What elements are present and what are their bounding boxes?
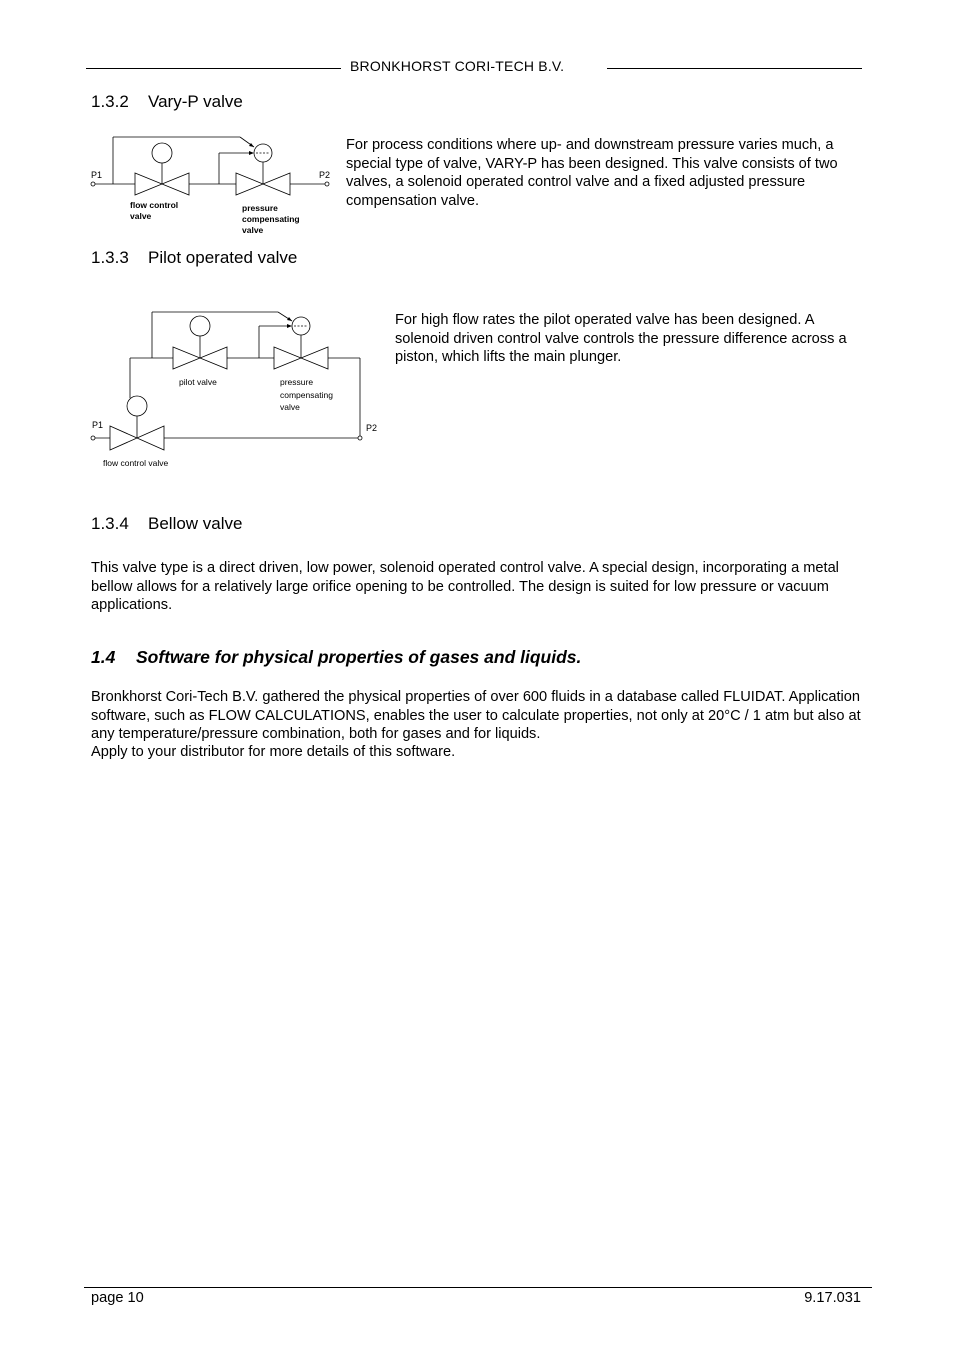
pilot-p2-label: P2 bbox=[366, 423, 378, 433]
heading-title: Software for physical properties of gases and liquids. bbox=[136, 647, 582, 667]
heading-vary-p bbox=[91, 92, 243, 112]
heading-number: 1.4 bbox=[91, 647, 116, 667]
header-rule-left bbox=[86, 68, 341, 69]
heading-number: 1.3.3 bbox=[91, 248, 129, 267]
header-company: BRONKHORST CORI-TECH B.V. bbox=[350, 58, 565, 74]
heading-pilot bbox=[91, 248, 297, 268]
vary-p-flow-label-1: flow control bbox=[130, 200, 179, 210]
pilot-p1-label: P1 bbox=[92, 420, 104, 430]
header-rule-right bbox=[607, 68, 862, 69]
heading-title: Bellow valve bbox=[148, 514, 243, 533]
heading-title: Vary-P valve bbox=[148, 92, 243, 111]
vary-p-paragraph: For process conditions where up- and downstream pressure varies much, a special type of valve, VARY-P has been designed. This valve consists of two valves, a solenoid operated control valve and a fixed adjusted pressure compensation valve. bbox=[346, 137, 838, 209]
pilot-paragraph: For high flow rates the pilot operated valve has been designed. A solenoid driven control valve controls the pressure difference across a piston, which lifts the main plunger. bbox=[395, 312, 847, 366]
bellow-paragraph: This valve type is a direct driven, low power, solenoid operated control valve. A special design, incorporating a metal bellow allows for a relatively large orifice opening to be controlled. The design is suited for low pressure or vacuum applications. bbox=[91, 560, 839, 614]
software-paragraph-2: Apply to your distributor for more details of this software. bbox=[91, 744, 456, 760]
vary-p-p2-label: P2 bbox=[319, 170, 331, 180]
vary-p-comp-label-1: pressure bbox=[242, 203, 278, 213]
pilot-comp-label-3: valve bbox=[280, 402, 300, 412]
vary-p-p1-label: P1 bbox=[91, 170, 103, 180]
software-paragraph: Bronkhorst Cori-Tech B.V. gathered the physical properties of over 600 fluids in a database called FLUIDAT. Application software, such as FLOW CALCULATIONS, enables the user to calculate properties, not only at 20°C / 1 atm but also at any temperature/pressure combination, both for gases and for liquids. bbox=[91, 689, 861, 743]
vary-p-flow-label-2: valve bbox=[130, 211, 152, 221]
heading-bellow bbox=[91, 514, 243, 534]
vary-p-comp-label-3: valve bbox=[242, 225, 264, 235]
pilot-valve-label: pilot valve bbox=[179, 377, 217, 387]
pilot-diagram bbox=[88, 305, 388, 475]
heading-number: 1.3.4 bbox=[91, 514, 129, 533]
vary-p-comp-label-2: compensating bbox=[242, 214, 300, 224]
footer-doc-number: 9.17.031 bbox=[804, 1290, 861, 1306]
pilot-comp-label-2: compensating bbox=[280, 390, 333, 400]
heading-number: 1.3.2 bbox=[91, 92, 129, 111]
vary-p-diagram bbox=[88, 130, 338, 240]
pilot-flow-label: flow control valve bbox=[103, 458, 169, 468]
footer-rule bbox=[84, 1287, 872, 1288]
heading-software bbox=[91, 647, 581, 668]
pilot-comp-label-1: pressure bbox=[280, 377, 314, 387]
heading-title: Pilot operated valve bbox=[148, 248, 298, 267]
footer-page-number: page 10 bbox=[91, 1290, 144, 1306]
